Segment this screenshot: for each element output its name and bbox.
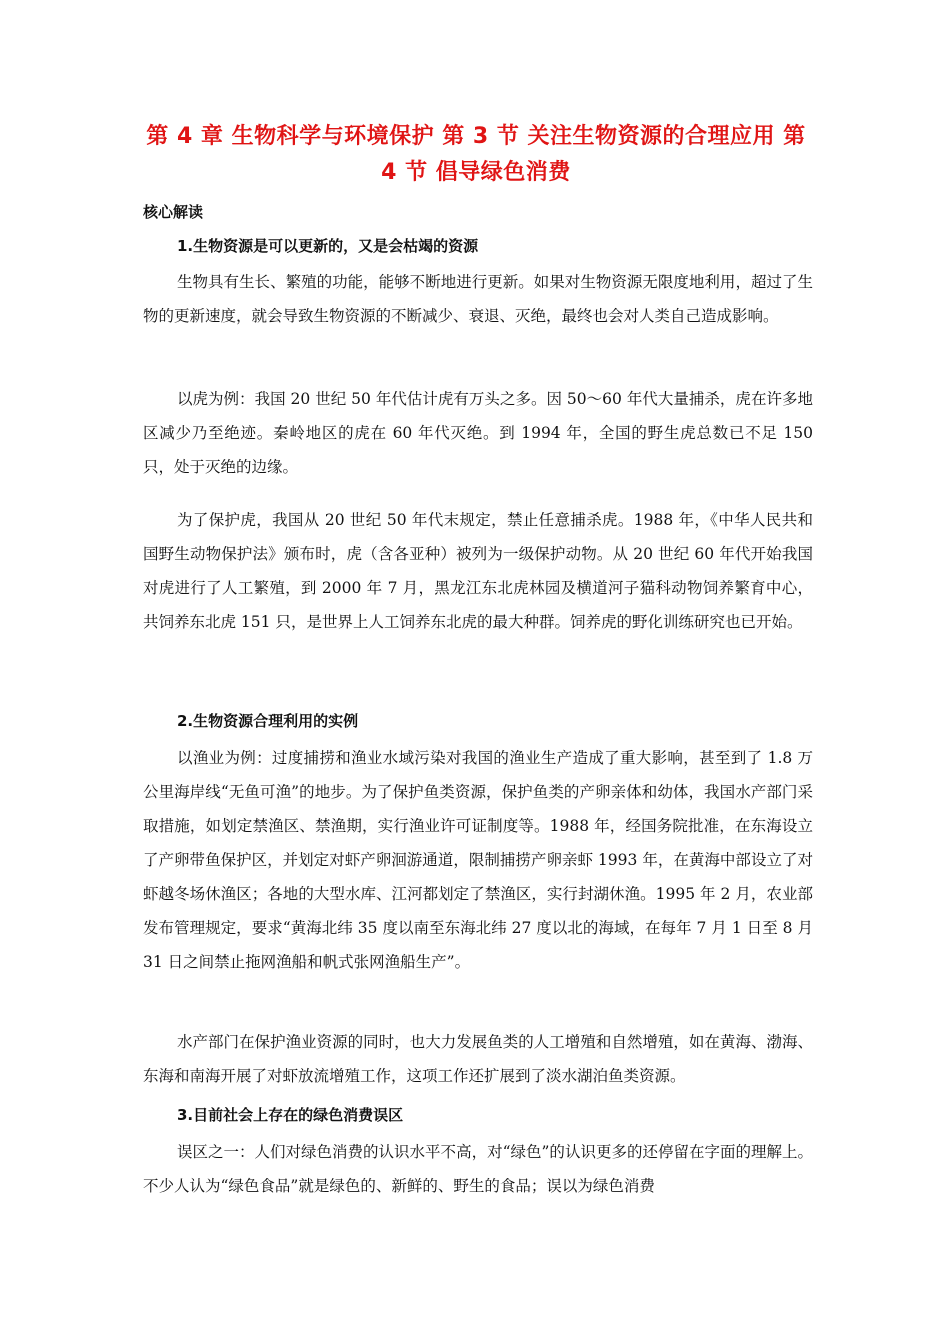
section-heading-1: 1.生物资源是可以更新的，又是会枯竭的资源 xyxy=(177,237,479,255)
paragraph: 以虎为例：我国 20 世纪 50 年代估计虎有万头之多。因 50～60 年代大量捕杀，虎在许多地区减少乃至绝迹。秦岭地区的虎在 60 年代灭绝。到 1994 年，全国的野生虎总数已不足 150 只，处于灭绝的边缘。 xyxy=(143,390,813,476)
paragraph: 水产部门在保护渔业资源的同时，也大力发展鱼类的人工增殖和自然增殖，如在黄海、渤海、东海和南海开展了对虾放流增殖工作，这项工作还扩展到了淡水湖泊鱼类资源。 xyxy=(143,1033,813,1085)
paragraph: 以渔业为例：过度捕捞和渔业水域污染对我国的渔业生产造成了重大影响，甚至到了 1.8 万公里海岸线“无鱼可渔”的地步。为了保护鱼类资源，保护鱼类的产卵亲体和幼体，我国水产部门采取措施，如划定禁渔区、禁渔期，实行渔业许可证制度等。1988 年，经国务院批准，在东海设立了产卵带鱼保护区，并划定对虾产卵洄游通道，限制捕捞产卵亲虾 1993 年，在黄海中部设立了对虾越冬场休渔区；各地的大型水库、江河都划定了禁渔区，实行封湖休渔。1995 年 2 月，农业部发布管理规定，要求“黄海北纬 35 度以南至东海北纬 27 度以北的海域，在每年 7 月 1 日至 8 月 31 日之间禁止拖网渔船和帆式张网渔船生产”。 xyxy=(143,749,813,971)
core-heading: 核心解读 xyxy=(143,203,204,221)
page-title: 第 4 章 生物科学与环境保护 第 3 节 关注生物资源的合理应用 第 4 节 倡导绿色消费 xyxy=(146,124,806,185)
paragraph: 生物具有生长、繁殖的功能，能够不断地进行更新。如果对生物资源无限度地利用，超过了生物的更新速度，就会导致生物资源的不断减少、衰退、灭绝，最终也会对人类自己造成影响。 xyxy=(143,273,813,325)
paragraph: 误区之一：人们对绿色消费的认识水平不高，对“绿色”的认识更多的还停留在字面的理解上。不少人认为“绿色食品”就是绿色的、新鲜的、野生的食品；误以为绿色消费 xyxy=(143,1143,813,1195)
section-heading-2: 2.生物资源合理利用的实例 xyxy=(177,712,359,730)
section-heading-3: 3.目前社会上存在的绿色消费误区 xyxy=(177,1106,404,1124)
paragraph: 为了保护虎，我国从 20 世纪 50 年代末规定，禁止任意捕杀虎。1988 年，《中华人民共和国野生动物保护法》颁布时，虎（含各亚种）被列为一级保护动物。从 20 世纪 60 年代开始我国对虎进行了人工繁殖，到 2000 年 7 月，黑龙江东北虎林园及横道河子猫科动物饲养繁育中心，共饲养东北虎 151 只，是世界上人工饲养东北虎的最大种群。饲养虎的野化训练研究也已开始。 xyxy=(143,511,813,631)
